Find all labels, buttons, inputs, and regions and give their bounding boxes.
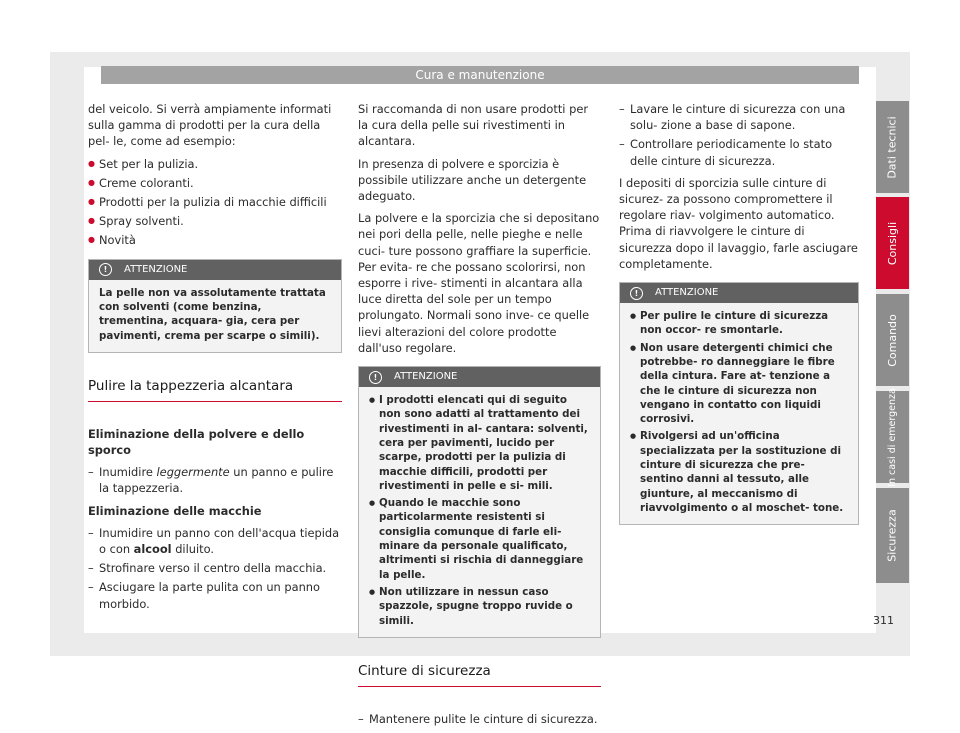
warning-body: [359, 387, 600, 637]
paragraph: La polvere e la sporcizia che si depositano nei pori della pelle, nelle pieghe e nelle cuci- ture possono graffiare la superficie. Per evita- re che possano scolorirsi, non esporre i rive- stimenti in alcantara alla luce diretta del sole per un tempo prolungato. Normali sono inve- ce quelle lievi alterazioni del colore prodotte dall'uso regolare.: [358, 211, 600, 355]
warning-item: ● Rivolgersi ad un'officina specializzata per la sostituzione di cinture di sicurezza che pre- sentino danni al tessuto, alle giunture, al meccanismo di riavvolgimento o al moschet- tone.: [630, 429, 850, 515]
list-item: – Controllare periodicamente lo stato delle cinture di sicurezza.: [619, 136, 859, 168]
warning-body: [89, 280, 341, 352]
warning-text: La pelle non va assolutamente trattata con solventi (come benzina, trementina, acquara- gia, cera per pavimenti, crema per scarpe o simili).: [99, 286, 326, 342]
warning-box: [358, 366, 601, 638]
warning-item: ● Non utilizzare in nessun caso spazzole, spugne troppo ruvide o simili.: [369, 585, 592, 628]
warning-item: ● Quando le macchie sono particolarmente resistenti si consiglia comunque di farle eli- minare da personale qualificato, altrimenti si rischia di danneggiare la pelle.: [369, 496, 592, 582]
subheading-dust: Eliminazione della polvere e dello sporco: [88, 426, 305, 458]
warning-icon: !: [369, 371, 382, 384]
paragraph: I depositi di sporcizia sulle cinture di sicurez- za possono compromettere il regolare riav- volgimento automatico. Prima di riavvolgere le cinture di sicurezza dopo il lavaggio, farle asciugare completamente.: [619, 175, 858, 271]
warning-icon: !: [99, 263, 112, 276]
tab-in-casi-di-emergenza[interactable]: In casi di emergenza: [876, 391, 909, 483]
warning-item: ● I prodotti elencati qui di seguito non sono adatti al trattamento dei rivestimenti in al- cantara: solventi, cera per pavimenti, lucido per scarpe, prodotti per la pulizia di macchie difficili, prodotti per rivestimenti in pelle e si- mili.: [369, 393, 592, 493]
warning-body: [620, 303, 858, 524]
section-title-alcantara: Pulire la tappezzeria alcantara: [88, 377, 342, 402]
warning-label: ATTENZIONE: [394, 371, 458, 383]
warning-header: [89, 260, 341, 280]
chapter-header: Cura e manutenzione: [101, 66, 859, 84]
list-item: – Asciugare la parte pulita con un panno morbido.: [88, 579, 342, 611]
list-item: ● Creme coloranti.: [88, 175, 342, 191]
list-item: – Lavare le cinture di sicurezza con una solu- zione a base di sapone.: [619, 101, 859, 133]
seatbelt-steps-continued: [619, 101, 859, 169]
column-3: [619, 101, 859, 535]
stain-steps: [88, 525, 342, 612]
list-item: ● Spray solventi.: [88, 213, 342, 229]
paragraph: In presenza di polvere e sporcizia è possibile utilizzare anche un detergente adeguato.: [358, 156, 587, 204]
tab-sicurezza[interactable]: Sicurezza: [876, 488, 909, 583]
warning-icon: !: [630, 287, 643, 300]
intro-paragraph: del veicolo. Si verrà ampiamente informati sulla gamma di prodotti per la cura della pel- le, come ad esempio:: [88, 102, 332, 149]
warning-item: ● Non usare detergenti chimici che potrebbe- ro danneggiare le fibre della cintura. Fare at- tenzione a che le cinture di sicurezza non vengano in contatto con liquidi corrosivi.: [630, 341, 850, 427]
list-item: ● Set per la pulizia.: [88, 156, 342, 172]
list-item: ● Prodotti per la pulizia di macchie difficili: [88, 194, 342, 210]
list-item: ● Novità: [88, 232, 342, 248]
warning-label: ATTENZIONE: [124, 263, 188, 275]
column-1: [88, 101, 342, 618]
warning-header: [359, 367, 600, 387]
warning-box: [619, 282, 859, 525]
seatbelt-steps: [358, 711, 601, 727]
section-title-seatbelts: Cinture di sicurezza: [358, 662, 601, 687]
warning-box: [88, 259, 342, 353]
list-item: – Inumidire leggermente un panno e pulire la tappezzeria.: [88, 464, 342, 496]
tab-dati-tecnici[interactable]: Dati tecnici: [876, 101, 909, 193]
column-2: [358, 101, 601, 733]
tab-consigli[interactable]: Consigli: [876, 197, 909, 289]
dust-steps: [88, 464, 342, 496]
warning-label: ATTENZIONE: [655, 287, 719, 299]
list-item: – Strofinare verso il centro della macchia.: [88, 560, 342, 576]
list-item: – Mantenere pulite le cinture di sicurezza.: [358, 711, 601, 727]
list-item: – Inumidire un panno con dell'acqua tiepida o con alcool diluito.: [88, 525, 342, 557]
tab-comando[interactable]: Comando: [876, 294, 909, 386]
subheading-stains: Eliminazione delle macchie: [88, 503, 262, 518]
product-list: [88, 156, 342, 249]
page-number: 311: [873, 614, 894, 627]
warning-header: [620, 283, 858, 303]
paragraph: Si raccomanda di non usare prodotti per la cura della pelle sui rivestimenti in alcantara.: [358, 102, 589, 149]
warning-item: ● Per pulire le cinture di sicurezza non occor- re smontarle.: [630, 309, 850, 338]
